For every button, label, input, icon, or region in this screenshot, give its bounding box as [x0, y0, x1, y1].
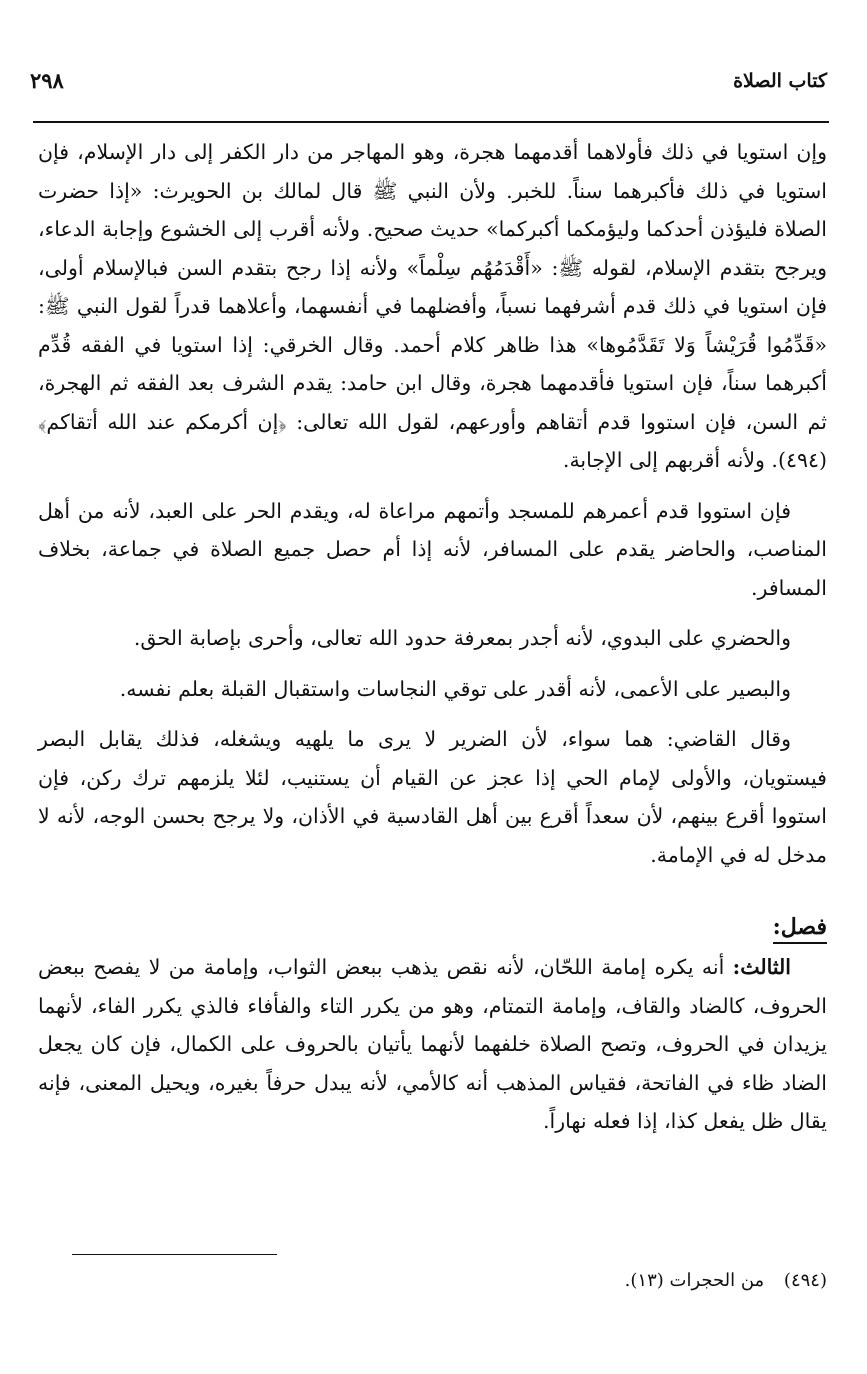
paragraph: وقال القاضي: هما سواء، لأن الضرير لا يرى ما يلهيه ويشغله، فذلك يقابل البصر فيستويان، والأولى لإمام الحي إذا عجز عن القيام أن يستنيب، لئلا يلزمهم ترك ركن، فإن استووا أقرع بينهم، لأن سعداً أقرع بين أهل القادسية في الأذان، ولا يرجح بحسن الوجه، لأنه لا مدخل له في الإمامة. — [38, 727, 827, 867]
section-heading: فصل: — [773, 912, 827, 944]
page-number: ٢٩٨ — [30, 68, 64, 93]
paragraph: والحضري على البدوي، لأنه أجدر بمعرفة حدود الله تعالى، وأحرى بإصابة الحق. — [133, 626, 791, 650]
paragraph: وإن استويا في ذلك فأولاهما أقدمهما هجرة، وهو المهاجر من دار الكفر إلى دار الإسلام، فإن استويا في ذلك فأكبرهما سناً. للخبر. ولأن النبي ﷺ قال لمالك بن الحويرث: «إذا حضرت الصلاة فليؤذن أحدكما وليؤمكما أكبركما» حديث صحيح. ولأنه أقرب إلى الخشوع وإجابة الدعاء، ويرجح بتقدم الإسلام، لقوله ﷺ: «أَقْدَمُهُم سِلْماً» ولأنه إذا رجح بتقدم السن فبالإسلام أولى، فإن استويا في ذلك قدم أشرفهما نسباً، وأفضلهما في أنفسهما، وأعلاهما قدراً لقول النبي ﷺ: «قَدِّمُوا قُرَيْشاً وَلا تَقَدَّمُوها» هذا ظاهر كلام أحمد. وقال الخرقي: إذا استويا في الفقه قُدِّم أكبرهما سناً، فإن استويا فأقدمهما هجرة، وقال ابن حامد: يقدم الشرف بعد الفقه ثم الهجرة، ثم السن، فإن استووا قدم أتقاهم وأورعهم، لقول الله تعالى: ﴿إن أكرمكم عند الله أتقاكم﴾(٤٩٤). ولأنه أقربهم إلى الإجابة. — [38, 140, 827, 472]
chapter-title: كتاب الصلاة — [733, 70, 827, 92]
main-text — [38, 133, 827, 1153]
footnote-number: (٤٩٤) — [783, 1270, 827, 1291]
page-header — [30, 68, 827, 108]
footnote-divider — [72, 1254, 277, 1255]
header-divider — [33, 121, 829, 123]
section-text: أنه يكره إمامة اللحّان، لأنه نقص يذهب ببعض الثواب، وإمامة من لا يفصح ببعض الحروف، كالضاد والقاف، وإمامة التمتام، وهو من يكرر التاء والفأفاء فالذي يكرر الفاء، لأنهما يزيدان في الحروف، وتصح الصلاة خلفهما لأنهما يأتيان بالحروف على الكمال، فإن كان يجعل الضاد ظاء في الفاتحة، فقياس المذهب أنه كالأمي، لأنه يبدل حرفاً بغيره، ويحيل المعنى، فإنه يقال ظل يفعل كذا، إذا فعله نهاراً. — [38, 955, 827, 1133]
section-lead: الثالث: — [732, 955, 791, 979]
paragraph: والبصير على الأعمى، لأنه أقدر على توقي النجاسات واستقبال القبلة بعلم نفسه. — [119, 676, 791, 701]
footnote — [60, 1267, 827, 1295]
paragraph: فإن استووا قدم أعمرهم للمسجد وأتمهم مراعاة له، ويقدم الحر على العبد، لأنه من أهل المناصب، والحاضر يقدم على المسافر، لأنه إذا أم حصل جميع الصلاة في جماعة، بخلاف المسافر. — [38, 498, 827, 600]
section-paragraph — [38, 948, 827, 1141]
footnote-text: من الحجرات (١٣). — [624, 1270, 765, 1291]
